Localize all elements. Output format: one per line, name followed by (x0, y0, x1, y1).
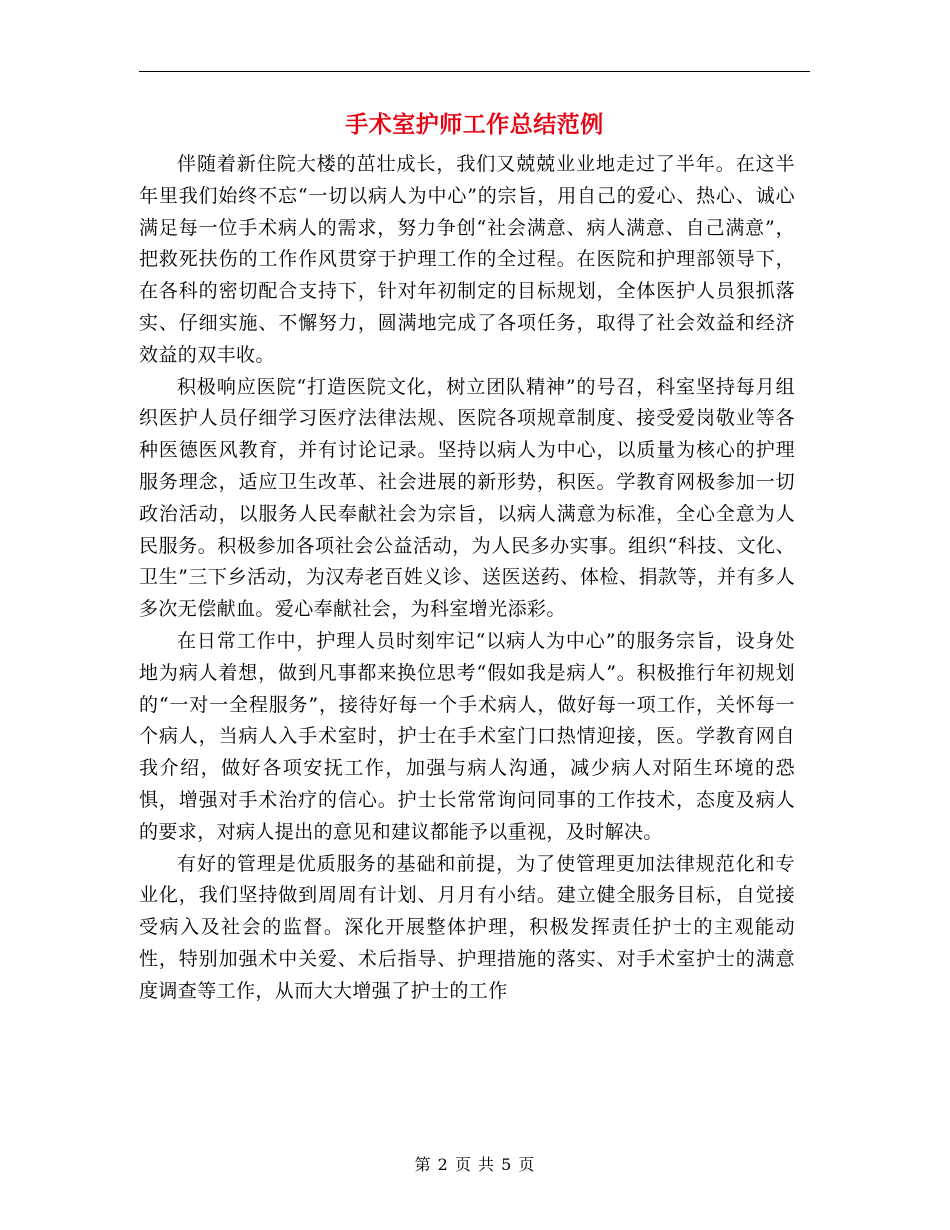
paragraph-1: 伴随着新住院大楼的茁壮成长，我们又兢兢业业地走过了半年。在这半年里我们始终不忘“一切以病人为中心”的宗旨，用自己的爱心、热心、诚心满足每一位手术病人的需求，努力争创“社会满意、病人满意、自己满意”，把救死扶伤的工作作风贯穿于护理工作的全过程。在医院和护理部领导下，在各科的密切配合支持下，针对年初制定的目标规划，全体医护人员狠抓落实、仔细实施、不懈努力，圆满地完成了各项任务，取得了社会效益和经济效益的双丰收。 (139, 153, 795, 366)
paragraph-2: 积极响应医院“打造医院文化，树立团队精神”的号召，科室坚持每月组织医护人员仔细学习医疗法律法规、医院各项规章制度、接受爱岗敬业等各种医德医风教育，并有讨论记录。坚持以病人为中心，以质量为核心的护理服务理念，适应卫生改革、社会进展的新形势，积医。学教育网极参加一切政治活动，以服务人民奉献社会为宗旨，以病人满意为标准，全心全意为人民服务。积极参加各项社会公益活动，为人民多办实事。组织“科技、文化、卫生”三下乡活动，为汉寿老百姓义诊、送医送药、体检、捐款等，并有多人多次无偿献血。爱心奉献社会，为科室增光添彩。 (139, 375, 795, 621)
paragraph-4: 有好的管理是优质服务的基础和前提，为了使管理更加法律规范化和专业化，我们坚持做到周周有计划、月月有小结。建立健全服务目标，自觉接受病入及社会的监督。深化开展整体护理，积极发挥责任护士的主观能动性，特别加强术中关爱、术后指导、护理措施的落实、对手术室护士的满意度调查等工作，从而大大增强了护士的工作 (139, 852, 795, 1002)
page-footer: 第 2 页 共 5 页 (414, 1155, 536, 1174)
header-rule (139, 71, 810, 72)
document-body (139, 149, 795, 1008)
document-title: 手术室护师工作总结范例 (345, 112, 604, 138)
paragraph-3: 在日常工作中，护理人员时刻牢记“以病人为中心”的服务宗旨，设身处地为病人着想，做到凡事都来换位思考“假如我是病人”。积极推行年初规划的“一对一全程服务”，接待好每一个手术病人，做好每一项工作，关怀每一个病人，当病人入手术室时，护士在手术室门口热情迎接，医。学教育网自我介绍，做好各项安抚工作，加强与病人沟通，减少病人对陌生环境的恐惧，增强对手术治疗的信心。护士长常常询问同事的工作技术，态度及病人的要求，对病人提出的意见和建议都能予以重视，及时解决。 (139, 629, 795, 843)
